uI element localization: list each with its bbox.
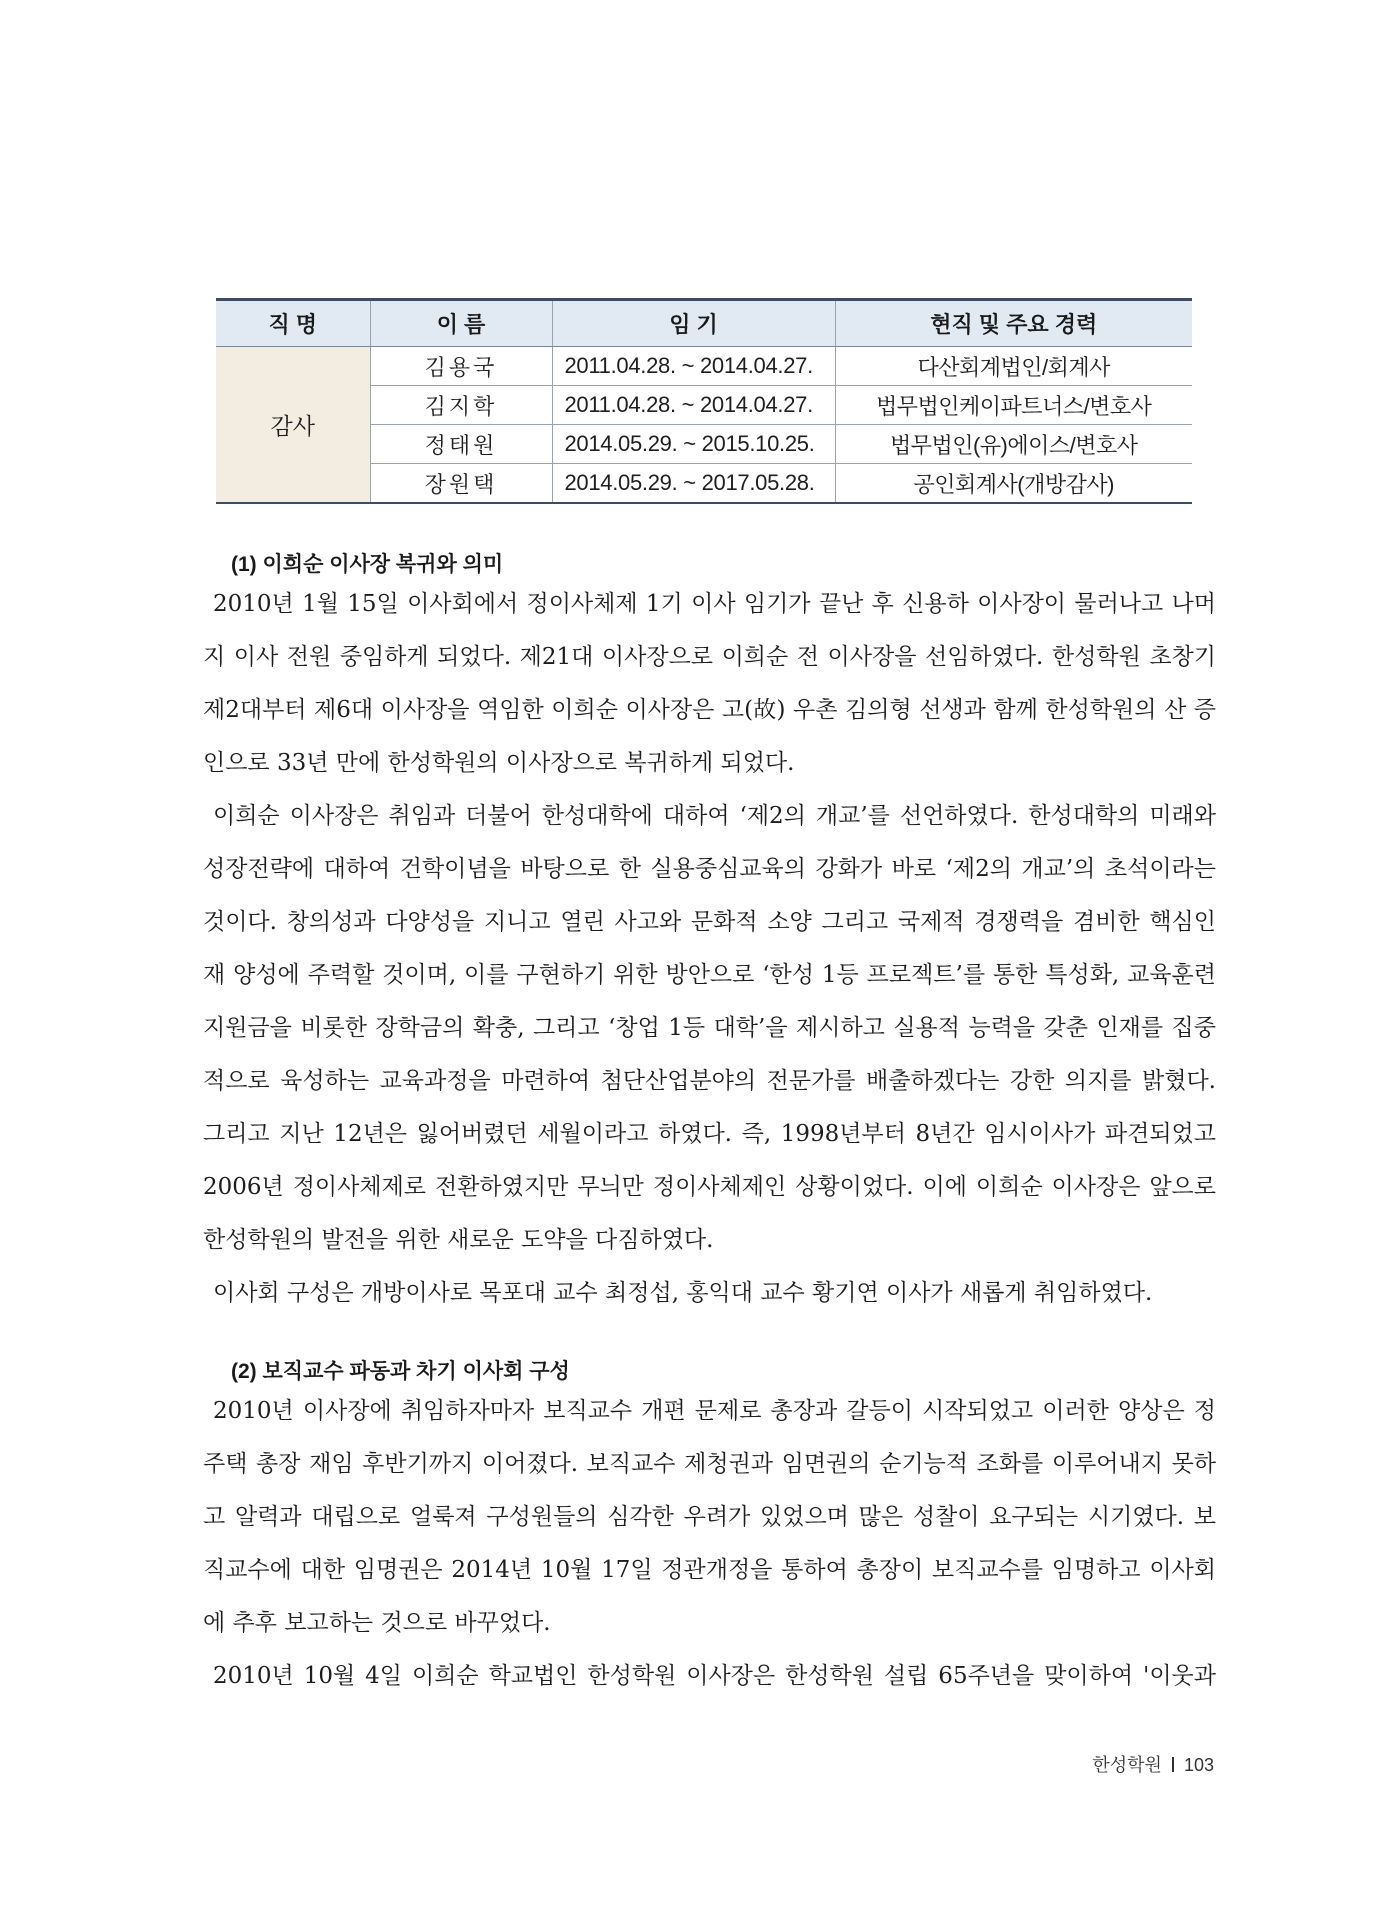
name-cell: 정태원 xyxy=(370,425,552,464)
body-line: 2010년 1월 15일 이사회에서 정이사체제 1기 이사 임기가 끝난 후 신용하 이사장이 물러나고 나머 xyxy=(213,591,1216,617)
table-header-row xyxy=(216,300,1192,347)
term-cell: 2011.04.28. ~ 2014.04.27. xyxy=(552,386,835,425)
name-cell: 장원택 xyxy=(370,464,552,504)
body-line: 이사회 구성은 개방이사로 목포대 교수 최정섭, 홍익대 교수 황기연 이사가 새롭게 취임하였다. xyxy=(213,1280,1153,1306)
body-line: 제2대부터 제6대 이사장을 역임한 이희순 이사장은 고(故) 우촌 김의형 선생과 함께 한성학원의 산 증 xyxy=(203,697,1216,723)
section1-heading: (1) 이희순 이사장 복귀와 의미 xyxy=(231,553,504,576)
header-career: 현직 및 주요 경력 xyxy=(835,300,1192,347)
term-cell: 2011.04.28. ~ 2014.04.27. xyxy=(552,347,835,386)
header-position: 직 명 xyxy=(216,300,370,347)
position-cell: 감사 xyxy=(216,347,370,504)
header-name: 이 름 xyxy=(370,300,552,347)
header-term: 임 기 xyxy=(552,300,835,347)
term-cell: 2014.05.29. ~ 2015.10.25. xyxy=(552,425,835,464)
name-cell: 김용국 xyxy=(370,347,552,386)
body-line: 성장전략에 대하여 건학이념을 바탕으로 한 실용중심교육의 강화가 바로 ‘제2의 개교’의 초석이라는 xyxy=(203,856,1216,882)
table-row xyxy=(216,347,1192,386)
body-line: 인으로 33년 만에 한성학원의 이사장으로 복귀하게 되었다. xyxy=(203,750,795,776)
auditor-table xyxy=(216,298,1192,504)
section2-heading: (2) 보직교수 파동과 차기 이사회 구성 xyxy=(231,1360,570,1383)
career-cell: 법무법인케이파트너스/변호사 xyxy=(835,386,1192,425)
body-line: 것이다. 창의성과 다양성을 지니고 열린 사고와 문화적 소양 그리고 국제적 경쟁력을 겸비한 핵심인 xyxy=(203,909,1216,935)
page-number: 103 xyxy=(1183,1755,1214,1775)
body-line: 에 추후 보고하는 것으로 바꾸었다. xyxy=(203,1610,551,1636)
body-line: 2006년 정이사체제로 전환하였지만 무늬만 정이사체제인 상황이었다. 이에 이희순 이사장은 앞으로 xyxy=(203,1174,1216,1200)
career-cell: 공인회계사(개방감사) xyxy=(913,471,1114,497)
term-cell: 2014.05.29. ~ 2017.05.28. xyxy=(552,464,835,504)
body-line: 2010년 10월 4일 이희순 학교법인 한성학원 이사장은 한성학원 설립 65주년을 맞이하여 '이웃과 xyxy=(213,1663,1216,1689)
name-cell: 김지학 xyxy=(370,386,552,425)
body-line: 주택 총장 재임 후반기까지 이어졌다. 보직교수 제청권과 임면권의 순기능적 조화를 이루어내지 못하 xyxy=(203,1451,1216,1477)
body-line: 직교수에 대한 임명권은 2014년 10월 17일 정관개정을 통하여 총장이 보직교수를 임명하고 이사회 xyxy=(203,1557,1216,1583)
body-line: 이희순 이사장은 취임과 더불어 한성대학에 대하여 ‘제2의 개교’를 선언하였다. 한성대학의 미래와 xyxy=(213,803,1216,829)
career-cell: 다산회계법인/회계사 xyxy=(835,347,1192,386)
body-line: 한성학원의 발전을 위한 새로운 도약을 다짐하였다. xyxy=(203,1227,714,1253)
body-line: 2010년 이사장에 취임하자마자 보직교수 개편 문제로 총장과 갈등이 시작되었고 이러한 양상은 정 xyxy=(213,1398,1216,1424)
body-line: 그리고 지난 12년은 잃어버렸던 세월이라고 하였다. 즉, 1998년부터 8년간 임시이사가 파견되었고 xyxy=(203,1121,1216,1147)
body-line: 재 양성에 주력할 것이며, 이를 구현하기 위한 방안으로 ‘한성 1등 프로젝트’를 통한 특성화, 교육훈련 xyxy=(203,962,1216,988)
footer-divider xyxy=(1172,1757,1174,1772)
body-line: 지원금을 비롯한 장학금의 확충, 그리고 ‘창업 1등 대학’을 제시하고 실용적 능력을 갖춘 인재를 집중 xyxy=(203,1015,1216,1041)
body-line: 고 알력과 대립으로 얼룩져 구성원들의 심각한 우려가 있었으며 많은 성찰이 요구되는 시기였다. 보 xyxy=(203,1504,1216,1530)
page-footer xyxy=(1092,1751,1214,1777)
body-line: 지 이사 전원 중임하게 되었다. 제21대 이사장으로 이희순 전 이사장을 선임하였다. 한성학원 초창기 xyxy=(203,644,1216,670)
publication-name: 한성학원 xyxy=(1092,1755,1162,1775)
career-cell: 법무법인(유)에이스/변호사 xyxy=(835,425,1192,464)
body-line: 적으로 육성하는 교육과정을 마련하여 첨단산업분야의 전문가를 배출하겠다는 강한 의지를 밝혔다. xyxy=(203,1068,1216,1094)
